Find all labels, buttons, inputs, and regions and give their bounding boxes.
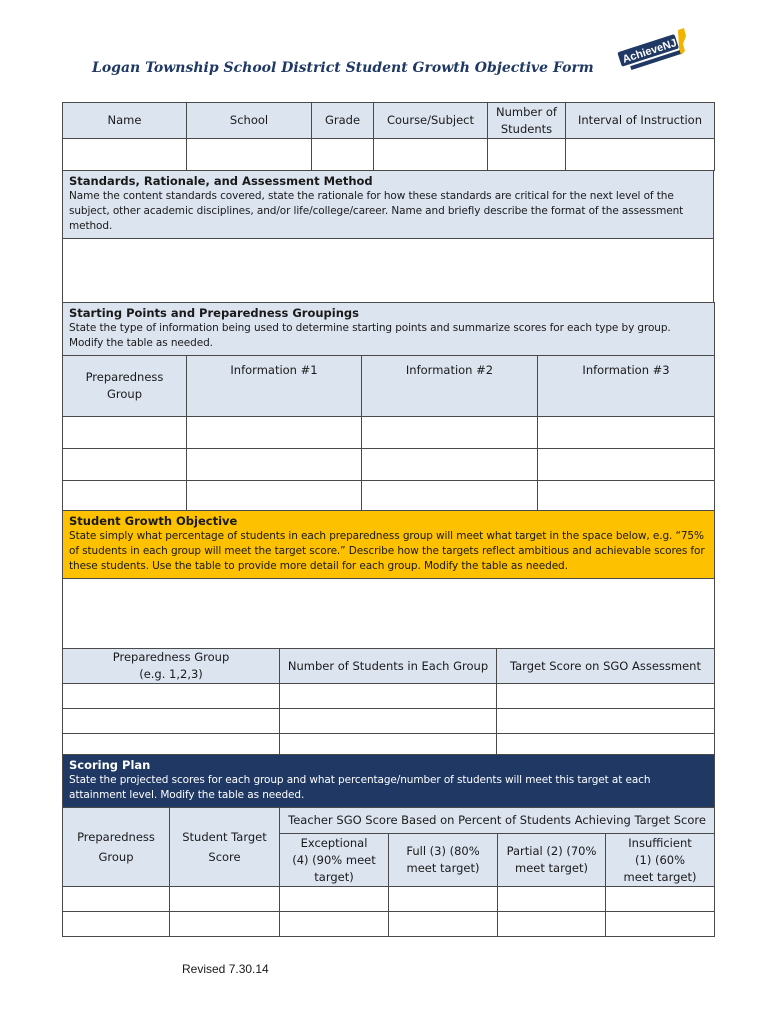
scoring-plan-section: [62, 754, 715, 937]
starting-points-cell[interactable]: [362, 481, 538, 513]
scoring-cell[interactable]: [389, 887, 498, 912]
starting-points-cell[interactable]: [362, 449, 538, 481]
sgo-cell[interactable]: [280, 684, 497, 709]
sgo-cell[interactable]: [280, 709, 497, 734]
teacher-sgo-score-header: Teacher SGO Score Based on Percent of Students Achieving Target Score: [280, 808, 715, 834]
sgo-description: State simply what percentage of students in each preparedness group will meet what target in the space below, e.g. “75% of students in each group will meet the target score.” Describe how the targets reflect ambitious and achievable scores for these students. Use the table to provide more detail for each group. Modify the table as needed.: [69, 530, 705, 572]
starting-points-cell[interactable]: [538, 449, 715, 481]
standards-response-field[interactable]: [63, 239, 714, 305]
scoring-cell[interactable]: [606, 912, 715, 937]
preparedness-group-header: Preparedness Group: [63, 356, 187, 417]
sgo-section: [62, 510, 715, 759]
starting-points-cell[interactable]: [63, 417, 187, 449]
logo-text: AchieveNJ: [621, 37, 679, 66]
scoring-cell[interactable]: [63, 887, 170, 912]
scoring-cell[interactable]: [606, 887, 715, 912]
name-field[interactable]: [63, 139, 187, 171]
number-of-students-field[interactable]: [488, 139, 566, 171]
exceptional-level-header: Exceptional (4) (90% meet target): [280, 834, 389, 887]
grade-field[interactable]: [312, 139, 374, 171]
starting-points-cell[interactable]: [538, 417, 715, 449]
scoring-cell[interactable]: [170, 887, 280, 912]
scoring-cell[interactable]: [389, 912, 498, 937]
starting-points-cell[interactable]: [187, 449, 362, 481]
achievenj-logo: [612, 24, 696, 74]
standards-heading: Standards, Rationale, and Assessment Method: [69, 174, 373, 188]
insufficient-level-header: Insufficient (1) (60% meet target): [606, 834, 715, 887]
sgo-response-field[interactable]: [63, 579, 715, 649]
sgo-heading: Student Growth Objective: [69, 514, 238, 528]
interval-of-instruction-field[interactable]: [566, 139, 715, 171]
grade-header: Grade: [312, 103, 374, 139]
standards-section: [62, 170, 714, 305]
sgo-cell[interactable]: [497, 684, 715, 709]
scoring-heading: Scoring Plan: [69, 758, 151, 772]
scoring-cell[interactable]: [498, 887, 606, 912]
starting-points-heading: Starting Points and Preparedness Groupings: [69, 306, 359, 320]
scoring-cell[interactable]: [280, 912, 389, 937]
starting-points-cell[interactable]: [538, 481, 715, 513]
course-subject-field[interactable]: [374, 139, 488, 171]
sgo-cell[interactable]: [497, 709, 715, 734]
information-3-header: Information #3: [538, 356, 715, 417]
starting-points-description: State the type of information being used to determine starting points and summarize scores for each type by group. Modify the table as needed.: [69, 322, 671, 349]
standards-description: Name the content standards covered, state the rationale for how these standards are critical for the next level of the subject, other academic disciplines, and/or life/college/career. Name and briefly describe the format of the assessment method.: [69, 190, 684, 232]
starting-points-cell[interactable]: [63, 449, 187, 481]
partial-level-header: Partial (2) (70% meet target): [498, 834, 606, 887]
teacher-info-table: [62, 102, 715, 171]
school-header: School: [187, 103, 312, 139]
sgo-group-header: Preparedness Group (e.g. 1,2,3): [63, 649, 280, 684]
scoring-target-header: Student Target Score: [170, 808, 280, 887]
course-subject-header: Course/Subject: [374, 103, 488, 139]
scoring-description: State the projected scores for each group and what percentage/number of students will meet this target at each attainment level. Modify the table as needed.: [69, 774, 651, 801]
scoring-cell[interactable]: [170, 912, 280, 937]
number-of-students-header: Number of Students: [488, 103, 566, 139]
sgo-number-students-header: Number of Students in Each Group: [280, 649, 497, 684]
starting-points-section: [62, 302, 715, 513]
school-field[interactable]: [187, 139, 312, 171]
full-level-header: Full (3) (80% meet target): [389, 834, 498, 887]
sgo-cell[interactable]: [63, 684, 280, 709]
sgo-cell[interactable]: [63, 709, 280, 734]
revision-date: Revised 7.30.14: [182, 962, 269, 976]
name-header: Name: [63, 103, 187, 139]
scoring-cell[interactable]: [63, 912, 170, 937]
starting-points-cell[interactable]: [362, 417, 538, 449]
information-2-header: Information #2: [362, 356, 538, 417]
scoring-group-header: Preparedness Group: [63, 808, 170, 887]
starting-points-cell[interactable]: [63, 481, 187, 513]
form-title: Logan Township School District Student Growth Objective Form: [92, 60, 594, 76]
interval-of-instruction-header: Interval of Instruction: [566, 103, 715, 139]
sgo-target-score-header: Target Score on SGO Assessment: [497, 649, 715, 684]
scoring-cell[interactable]: [280, 887, 389, 912]
starting-points-cell[interactable]: [187, 417, 362, 449]
information-1-header: Information #1: [187, 356, 362, 417]
starting-points-cell[interactable]: [187, 481, 362, 513]
scoring-cell[interactable]: [498, 912, 606, 937]
